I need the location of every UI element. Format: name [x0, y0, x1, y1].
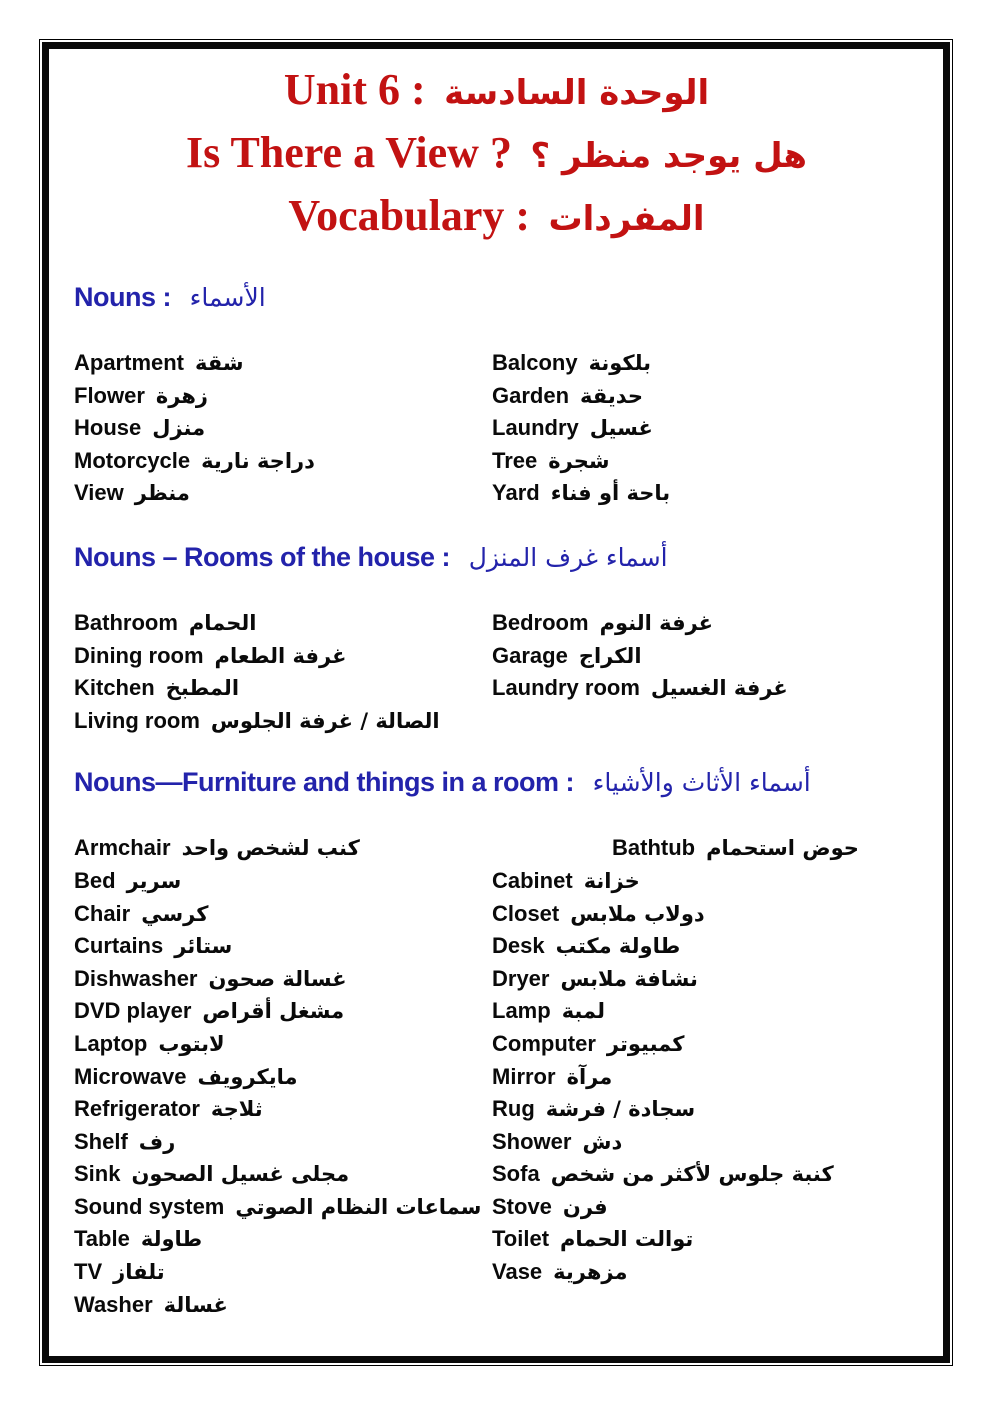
english-term: Yard — [492, 480, 540, 506]
word-column-right — [492, 610, 919, 708]
english-term: DVD player — [74, 998, 192, 1024]
title-vocabulary-english: Vocabulary : — [288, 191, 531, 240]
vocab-row — [492, 1031, 919, 1064]
english-term: Laptop — [74, 1030, 148, 1056]
vocab-row — [74, 643, 492, 676]
vocab-row — [74, 835, 492, 868]
english-term: Bathtub — [612, 835, 696, 861]
vocab-row — [74, 610, 492, 643]
english-term: Curtains — [74, 933, 164, 959]
arabic-translation: سرير — [126, 868, 182, 893]
english-term: Computer — [492, 1030, 596, 1056]
english-term: Flower — [74, 382, 145, 408]
word-column-right — [492, 835, 919, 1291]
vocab-row — [74, 1259, 492, 1292]
arabic-translation: لمبة — [561, 999, 605, 1024]
vocab-row — [74, 383, 492, 416]
vocab-row — [492, 966, 919, 999]
arabic-translation: كنب لشخص واحد — [181, 836, 360, 861]
arabic-translation: ثلاجة — [210, 1097, 263, 1122]
vocab-row — [74, 966, 492, 999]
arabic-translation: غرفة الطعام — [214, 643, 347, 668]
section-heading-english: Nouns : — [74, 282, 171, 312]
english-term: Sound system — [74, 1193, 225, 1219]
vocab-row — [492, 1161, 919, 1194]
english-term: Laundry — [492, 415, 579, 441]
title-vocabulary-arabic: المفردات — [548, 199, 705, 239]
english-term: Dining room — [74, 642, 204, 668]
arabic-translation: تلفاز — [113, 1260, 165, 1285]
english-term: Vase — [492, 1259, 543, 1285]
arabic-translation: فرن — [562, 1194, 608, 1219]
arabic-translation: زهرة — [155, 383, 209, 408]
arabic-translation: كرسي — [141, 901, 209, 926]
english-term: Laundry room — [492, 675, 640, 701]
arabic-translation: الكراج — [578, 643, 642, 668]
title-question-english: Is There a View ? — [186, 128, 512, 177]
section-heading-nouns — [74, 279, 919, 317]
arabic-translation: ستائر — [174, 934, 233, 959]
english-term: House — [74, 415, 142, 441]
page-border-frame — [39, 39, 953, 1366]
vocab-row — [492, 998, 919, 1031]
vocab-row — [74, 1064, 492, 1097]
english-term: Kitchen — [74, 675, 155, 701]
english-term: Garden — [492, 382, 570, 408]
word-column-left — [74, 835, 492, 1324]
english-term: Armchair — [74, 835, 171, 861]
arabic-translation: دش — [582, 1129, 623, 1154]
english-term: Closet — [492, 900, 560, 926]
word-column-left — [74, 610, 492, 740]
vocab-row — [74, 1031, 492, 1064]
english-term: Bed — [74, 867, 116, 893]
word-columns — [74, 835, 919, 1324]
title-line-unit — [74, 63, 919, 126]
section-heading-arabic: الأسماء — [189, 283, 266, 312]
english-term: Chair — [74, 900, 131, 926]
title-line-vocabulary — [74, 189, 919, 252]
arabic-translation: شقة — [195, 351, 244, 375]
arabic-translation: باحة أو فناء — [550, 481, 671, 506]
section-heading-rooms — [74, 539, 919, 577]
arabic-translation: غسالة — [163, 1292, 228, 1317]
english-term: Sofa — [492, 1161, 540, 1187]
word-column-left — [74, 350, 492, 513]
vocab-row — [74, 1161, 492, 1194]
vocab-row — [492, 933, 919, 966]
vocab-row — [492, 383, 919, 416]
english-term: Toilet — [492, 1226, 550, 1252]
vocab-row — [492, 1129, 919, 1162]
section-heading-arabic: أسماء الأثاث والأشياء — [592, 768, 811, 798]
arabic-translation: طاولة مكتب — [555, 934, 681, 959]
vocab-row — [74, 1194, 492, 1227]
section-nouns — [74, 279, 919, 513]
vocab-row — [74, 1226, 492, 1259]
arabic-translation: حوض استحمام — [706, 836, 859, 861]
arabic-translation: كمبيوتر — [606, 1031, 685, 1056]
arabic-translation: مشغل أقراص — [202, 999, 345, 1024]
vocab-row — [492, 1259, 919, 1292]
english-term: Apartment — [74, 350, 185, 375]
arabic-translation: نشافة ملابس — [560, 966, 698, 991]
section-heading-furniture — [74, 764, 919, 802]
vocab-row — [74, 1096, 492, 1129]
vocab-row — [74, 998, 492, 1031]
english-term: TV — [74, 1259, 103, 1285]
vocab-row — [492, 1096, 919, 1129]
vocab-row — [492, 448, 919, 481]
arabic-translation: غسيل — [589, 416, 653, 441]
english-term: Shower — [492, 1128, 572, 1154]
english-term: Bathroom — [74, 609, 178, 635]
vocab-row — [492, 1194, 919, 1227]
english-term: View — [74, 480, 124, 506]
vocab-row — [492, 1226, 919, 1259]
english-term: Garage — [492, 642, 568, 668]
arabic-translation: سماعات النظام الصوتي — [235, 1194, 482, 1219]
document-title — [74, 63, 919, 252]
arabic-translation: منزل — [152, 416, 206, 441]
arabic-translation: حديقة — [580, 383, 644, 408]
vocab-row — [74, 448, 492, 481]
arabic-translation: سجادة / فرشة — [545, 1097, 696, 1122]
arabic-translation: الصالة / غرفة الجلوس — [210, 708, 440, 733]
english-term: Shelf — [74, 1128, 128, 1154]
vocab-row — [74, 901, 492, 934]
arabic-translation: شجرة — [548, 448, 610, 473]
vocab-row — [492, 868, 919, 901]
section-heading-english: Nouns—Furniture and things in a room : — [74, 767, 574, 798]
vocab-row — [492, 1064, 919, 1097]
vocab-row — [74, 480, 492, 513]
section-furniture — [74, 764, 919, 1324]
vocab-row — [492, 350, 919, 383]
arabic-translation: المطبخ — [165, 676, 240, 701]
section-heading-english: Nouns – Rooms of the house : — [74, 541, 451, 572]
vocab-row — [74, 868, 492, 901]
arabic-translation: كنبة جلوس لأكثر من شخص — [550, 1162, 834, 1187]
english-term: Desk — [492, 933, 545, 959]
vocab-row — [74, 675, 492, 708]
arabic-translation: غرفة الغسيل — [650, 676, 788, 701]
vocab-row — [492, 835, 919, 868]
vocab-row — [492, 643, 919, 676]
arabic-translation: غرفة النوم — [599, 610, 713, 635]
arabic-translation: مجلى غسيل الصحون — [131, 1162, 350, 1187]
arabic-translation: طاولة — [140, 1227, 203, 1252]
word-columns — [74, 610, 919, 740]
word-column-right — [492, 350, 919, 513]
arabic-translation: غسالة صحون — [208, 966, 347, 991]
arabic-translation: توالت الحمام — [560, 1227, 694, 1252]
arabic-translation: الحمام — [188, 610, 257, 635]
english-term: Tree — [492, 447, 538, 473]
title-unit-arabic: الوحدة السادسة — [444, 73, 710, 113]
arabic-translation: خزانة — [583, 868, 640, 893]
page-border-inner — [42, 42, 950, 1363]
vocab-row — [492, 675, 919, 708]
vocab-row — [74, 1292, 492, 1325]
section-rooms — [74, 539, 919, 740]
section-heading-arabic: أسماء غرف المنزل — [468, 542, 668, 572]
arabic-translation: مايكرويف — [197, 1064, 298, 1089]
english-term: Dishwasher — [74, 965, 198, 991]
title-unit-english: Unit 6 : — [283, 65, 426, 114]
english-term: Lamp — [492, 998, 551, 1024]
title-question-arabic: هل يوجد منظر ؟ — [530, 136, 807, 176]
title-line-question — [74, 126, 919, 189]
vocab-row — [492, 901, 919, 934]
arabic-translation: مرآة — [566, 1064, 613, 1089]
english-term: Mirror — [492, 1063, 556, 1089]
vocab-row — [74, 415, 492, 448]
english-term: Dryer — [492, 965, 550, 991]
english-term: Motorcycle — [74, 447, 191, 473]
english-term: Refrigerator — [74, 1096, 200, 1122]
arabic-translation: مزهرية — [553, 1260, 628, 1285]
vocab-row — [74, 350, 492, 383]
english-term: Balcony — [492, 350, 578, 375]
english-term: Washer — [74, 1291, 153, 1317]
english-term: Cabinet — [492, 867, 573, 893]
vocab-row — [492, 610, 919, 643]
english-term: Rug — [492, 1096, 535, 1122]
vocab-row — [492, 480, 919, 513]
english-term: Stove — [492, 1193, 552, 1219]
arabic-translation: منظر — [134, 481, 190, 506]
english-term: Bedroom — [492, 609, 589, 635]
arabic-translation: دراجة نارية — [201, 448, 315, 473]
word-columns — [74, 350, 919, 513]
english-term: Table — [74, 1226, 130, 1252]
vocab-row — [492, 415, 919, 448]
vocab-row — [74, 708, 492, 741]
arabic-translation: لابتوب — [158, 1031, 225, 1056]
english-term: Living room — [74, 707, 200, 733]
arabic-translation: رف — [138, 1129, 176, 1154]
english-term: Microwave — [74, 1063, 187, 1089]
vocab-row — [74, 1129, 492, 1162]
arabic-translation: دولاب ملابس — [570, 901, 705, 926]
arabic-translation: بلكونة — [588, 351, 652, 375]
english-term: Sink — [74, 1161, 121, 1187]
vocab-row — [74, 933, 492, 966]
